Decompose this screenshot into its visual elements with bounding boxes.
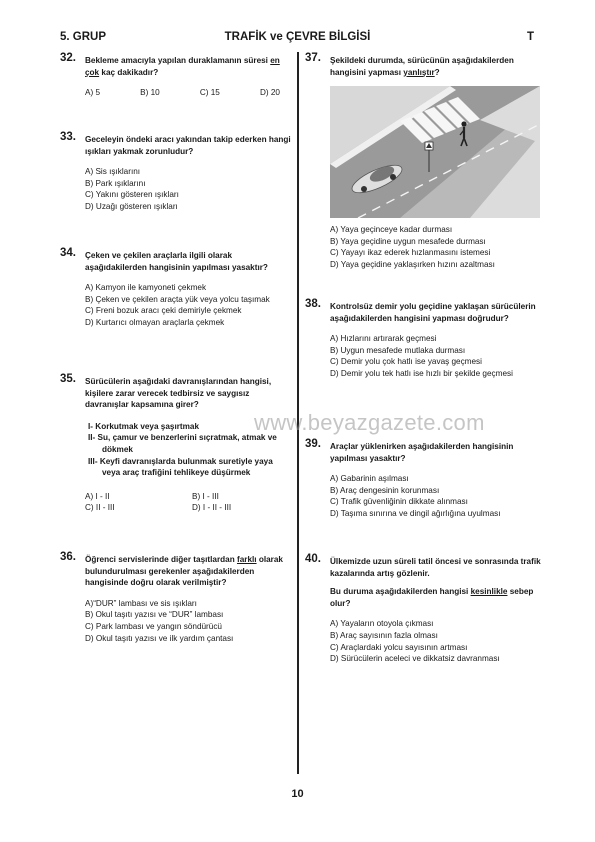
- question-text: Şekildeki durumda, sürücünün aşağıdakilerden hangisini yapması yanlıştır?: [330, 56, 514, 77]
- option-c[interactable]: C) Park lambası ve yangın söndürücü: [85, 621, 222, 631]
- question-40: [305, 553, 541, 665]
- options: [85, 598, 292, 644]
- question-37: [305, 52, 541, 78]
- question-33: [60, 131, 292, 213]
- option-d[interactable]: D) Sürücülerin aceleci ve dikkatsiz davranması: [330, 654, 500, 664]
- option-c[interactable]: C) II - III: [85, 503, 115, 513]
- booklet-letter: T: [527, 31, 535, 43]
- options: [85, 166, 292, 212]
- page-title: TRAFİK ve ÇEVRE BİLGİSİ: [224, 31, 371, 43]
- option-b[interactable]: B) I - III: [192, 491, 219, 501]
- option-a[interactable]: A) Kamyon ile kamyoneti çekmek: [85, 283, 207, 293]
- question-text: Çeken ve çekilen araçlarla ilgili olarak aşağıdakilerden hangisinin yapılması yasaktır?: [85, 251, 268, 272]
- option-d[interactable]: D) 20: [259, 88, 280, 98]
- option-b[interactable]: B) Araç dengesinin korunması: [330, 485, 440, 495]
- option-a[interactable]: A) Sis ışıklarını: [85, 167, 141, 177]
- question-number: 34.: [60, 247, 76, 259]
- statement-ii: II- Su, çamur ve benzerlerini sıçratmak, atmak ve dökmek: [88, 433, 277, 454]
- question-text: Araçlar yüklenirken aşağıdakilerden hangisinin yapılması yasaktır?: [330, 442, 514, 463]
- question-number: 37.: [305, 52, 321, 64]
- question-text: Kontrolsüz demir yolu geçidine yaklaşan sürücülerin aşağıdakilerden hangisini yapması doğrudur?: [330, 302, 536, 323]
- question-32: [60, 52, 290, 99]
- option-b[interactable]: B) Yaya geçidine uygun mesafede durması: [330, 236, 486, 246]
- option-d[interactable]: D) Taşıma sınırına ve dingil ağırlığına uyulması: [330, 508, 501, 518]
- option-d[interactable]: D) Yaya geçidine yaklaşırken hızını azaltması: [330, 259, 495, 269]
- question-38: [305, 298, 541, 380]
- question-text: Geceleyin öndeki aracı yakından takip ederken hangi ışıkları yakmak zorunludur?: [85, 135, 291, 156]
- options: [85, 282, 270, 328]
- question-35: [60, 373, 290, 514]
- option-a[interactable]: A) Yaya geçinceye kadar durması: [330, 225, 453, 234]
- option-b[interactable]: B) Çeken ve çekilen araçta yük veya yolcu taşımak: [85, 294, 270, 304]
- question-number: 38.: [305, 298, 321, 310]
- question-number: 33.: [60, 131, 76, 143]
- options: [330, 618, 541, 664]
- page-number: 10: [291, 788, 304, 800]
- option-a[interactable]: A)“DUR” lambası ve sis ışıkları: [85, 598, 197, 608]
- option-d[interactable]: D) I - II - III: [192, 503, 232, 513]
- question-36: [60, 551, 292, 644]
- question-number: 40.: [305, 553, 321, 565]
- option-b[interactable]: B) Uygun mesafede mutlaka durması: [330, 345, 466, 355]
- option-b[interactable]: B) Park ışıklarını: [85, 178, 146, 188]
- question-number: 39.: [305, 438, 321, 450]
- emphasis: yanlıştır: [403, 67, 435, 77]
- option-b[interactable]: B) 10: [140, 88, 160, 98]
- options: [330, 333, 530, 379]
- pedestrian-crossing-illustration: [330, 86, 540, 218]
- group-label: 5. GRUP: [60, 31, 107, 43]
- question-prompt: Bu duruma aşağıdakilerden hangisi kesinlikle sebep olur?: [330, 587, 534, 608]
- question-34: [60, 247, 293, 329]
- option-a[interactable]: A) I - II: [85, 491, 110, 501]
- statement-iii: III- Keyfi davranışlarda bulunmak suretiyle yaya veya araç trafiğini tehlikeye düşürmek: [88, 456, 273, 478]
- option-c[interactable]: C) 15: [199, 88, 220, 98]
- option-c[interactable]: C) Trafik güvenliğinin dikkate alınması: [330, 497, 468, 507]
- option-c[interactable]: C) Araçlardaki yolcu sayısının artması: [330, 642, 468, 652]
- emphasis: kesinlikle: [470, 587, 508, 597]
- options: [85, 491, 290, 514]
- options: [330, 473, 541, 519]
- option-c[interactable]: C) Demir yolu çok hatlı ise yavaş geçmesi: [330, 357, 482, 367]
- option-b[interactable]: B) Araç sayısının fazla olması: [330, 630, 438, 640]
- option-a[interactable]: A) Hızlarını artırarak geçmesi: [330, 334, 437, 344]
- watermark: www.beyazgazete.com: [254, 410, 485, 435]
- option-c[interactable]: C) Yayayı ikaz ederek hızlanmasını istemesi: [330, 248, 491, 258]
- option-d[interactable]: D) Kurtarıcı olmayan araçlarla çekmek: [85, 317, 225, 327]
- option-b[interactable]: B) Okul taşıtı yazısı ve “DUR” lambası: [85, 610, 224, 620]
- question-text: Bekleme amacıyla yapılan duraklamanın süresi en çok kaç dakikadır?: [85, 56, 280, 77]
- question-text: Öğrenci servislerinde diğer taşıtlardan farklı olarak bulundurulması gerekenler aşağıdakilerden hangisinde doğru olarak verilmiştir?: [85, 555, 283, 588]
- question-number: 35.: [60, 373, 76, 385]
- question-37-options: [305, 224, 541, 270]
- statement-i: I- Korkutmak veya şaşırtmak: [88, 421, 200, 431]
- options: [330, 224, 541, 270]
- emphasis: en çok: [85, 56, 280, 77]
- option-a[interactable]: A) Yayaların otoyola çıkması: [330, 619, 434, 629]
- question-39: [305, 438, 541, 520]
- question-text: Ülkemizde uzun süreli tatil öncesi ve sonrasında trafik kazalarında artış gözlenir.: [330, 557, 541, 578]
- option-d[interactable]: D) Okul taşıtı yazısı ve ilk yardım çantası: [85, 633, 234, 643]
- options: [85, 87, 280, 99]
- question-text: Sürücülerin aşağıdaki davranışlarından hangisi, kişilere zarar verecek tedbirsiz ve saygısız davranışlar kapsamına girer?: [85, 377, 272, 410]
- option-a[interactable]: A) 5: [85, 88, 101, 98]
- option-d[interactable]: D) Demir yolu tek hatlı ise hızlı bir şekilde geçmesi: [330, 368, 513, 378]
- question-number: 36.: [60, 551, 76, 563]
- option-c[interactable]: C) Freni bozuk aracı çeki demiriyle çekmek: [85, 306, 242, 316]
- option-a[interactable]: A) Gabarinin aşılması: [330, 474, 409, 484]
- option-d[interactable]: D) Uzağı gösteren ışıkları: [85, 201, 178, 211]
- option-c[interactable]: C) Yakını gösteren ışıkları: [85, 190, 179, 200]
- emphasis: farklı: [236, 555, 257, 564]
- question-number: 32.: [60, 52, 76, 64]
